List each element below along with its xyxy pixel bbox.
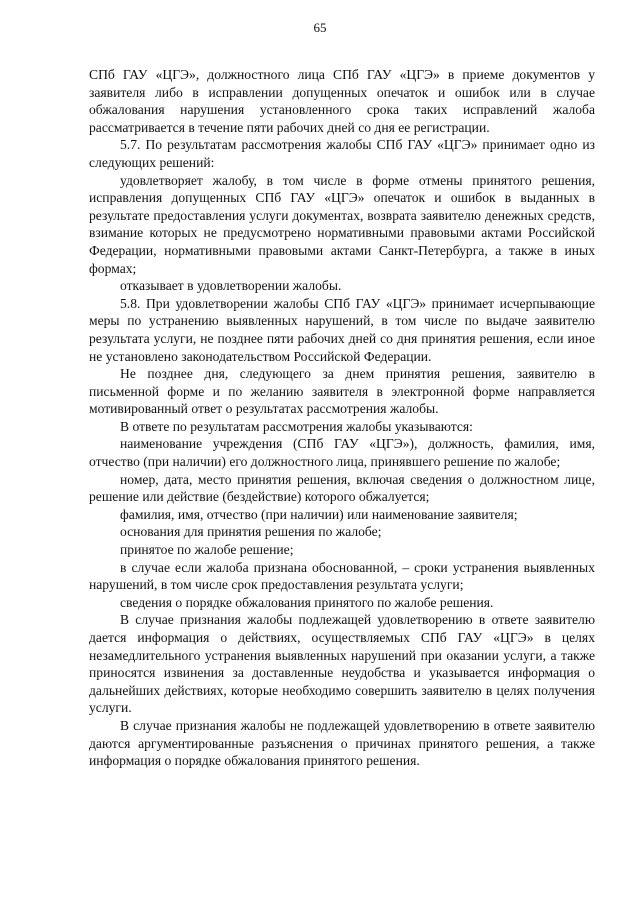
paragraph: принятое по жалобе решение; bbox=[120, 542, 294, 558]
paragraph: В ответе по результатам рассмотрения жалобы указываются: bbox=[120, 418, 473, 434]
paragraph: фамилия, имя, отчество (при наличии) или наименование заявителя; bbox=[120, 506, 518, 522]
paragraph: Не позднее дня, следующего за днем принятия решения, заявителю в письменной форме и по желанию заявителя в электронной форме направляется мотивированный ответ о результатах рассмотрения жалобы. bbox=[89, 366, 595, 417]
paragraph: сведения о порядке обжалования принятого по жалобе решения. bbox=[120, 594, 494, 610]
paragraph: в случае если жалоба признана обоснованной, – сроки устранения выявленных нарушений, в том числе срок предоставления результата услуги; bbox=[89, 559, 595, 593]
paragraph: основания для принятия решения по жалобе; bbox=[120, 524, 382, 540]
body-text bbox=[89, 66, 595, 770]
paragraph: номер, дата, место принятия решения, включая сведения о должностном лице, решение или действие (бездействие) которого обжалуется; bbox=[89, 471, 595, 505]
paragraph: наименование учреждения (СПб ГАУ «ЦГЭ»), должность, фамилия, имя, отчество (при наличии) его должностного лица, принявшего решение по жалобе; bbox=[89, 436, 595, 470]
paragraph: отказывает в удовлетворении жалобы. bbox=[120, 278, 342, 294]
paragraph: В случае признания жалобы подлежащей удовлетворению в ответе заявителю дается информация о действиях, осуществляемых СПб ГАУ «ЦГЭ» в целях незамедлительного устранения выявленных нарушений при оказании услуги, а также приносятся извинения за доставленные неудобства и указывается информация о дальнейших действиях, которые необходимо совершить заявителю в целях получения услуги. bbox=[89, 612, 595, 716]
paragraph: удовлетворяет жалобу, в том числе в форме отмены принятого решения, исправления допущенных СПб ГАУ «ЦГЭ» опечаток и ошибок в выданных в результате предоставления услуги документах, возврата заявителю денежных средств, взимание которых не предусмотрено нормативными правовыми актами Российской Федерации, нормативными правовыми актами Санкт-Петербурга, а также в иных формах; bbox=[89, 172, 595, 276]
paragraph: 5.7. По результатам рассмотрения жалобы СПб ГАУ «ЦГЭ» принимает одно из следующих решений: bbox=[89, 137, 595, 170]
paragraph: В случае признания жалобы не подлежащей удовлетворению в ответе заявителю даются аргументированные разъяснения о причинах принятого решения, а также информация о порядке обжалования принятого решения. bbox=[89, 717, 595, 769]
paragraph: СПб ГАУ «ЦГЭ», должностного лица СПб ГАУ «ЦГЭ» в приеме документов у заявителя либо в исправлении допущенных опечаток и ошибок или в случае обжалования нарушения установленного срока таких исправлений жалоба рассматривается в течение пяти рабочих дней со дня ее регистрации. bbox=[89, 67, 595, 135]
paragraph: 5.8. При удовлетворении жалобы СПб ГАУ «ЦГЭ» принимает исчерпывающие меры по устранению выявленных нарушений, в том числе по выдаче заявителю результата услуги, не позднее пяти рабочих дней со дня принятия решения, если иное не установлено законодательством Российской Федерации. bbox=[89, 295, 595, 364]
page-number: 65 bbox=[313, 20, 327, 35]
